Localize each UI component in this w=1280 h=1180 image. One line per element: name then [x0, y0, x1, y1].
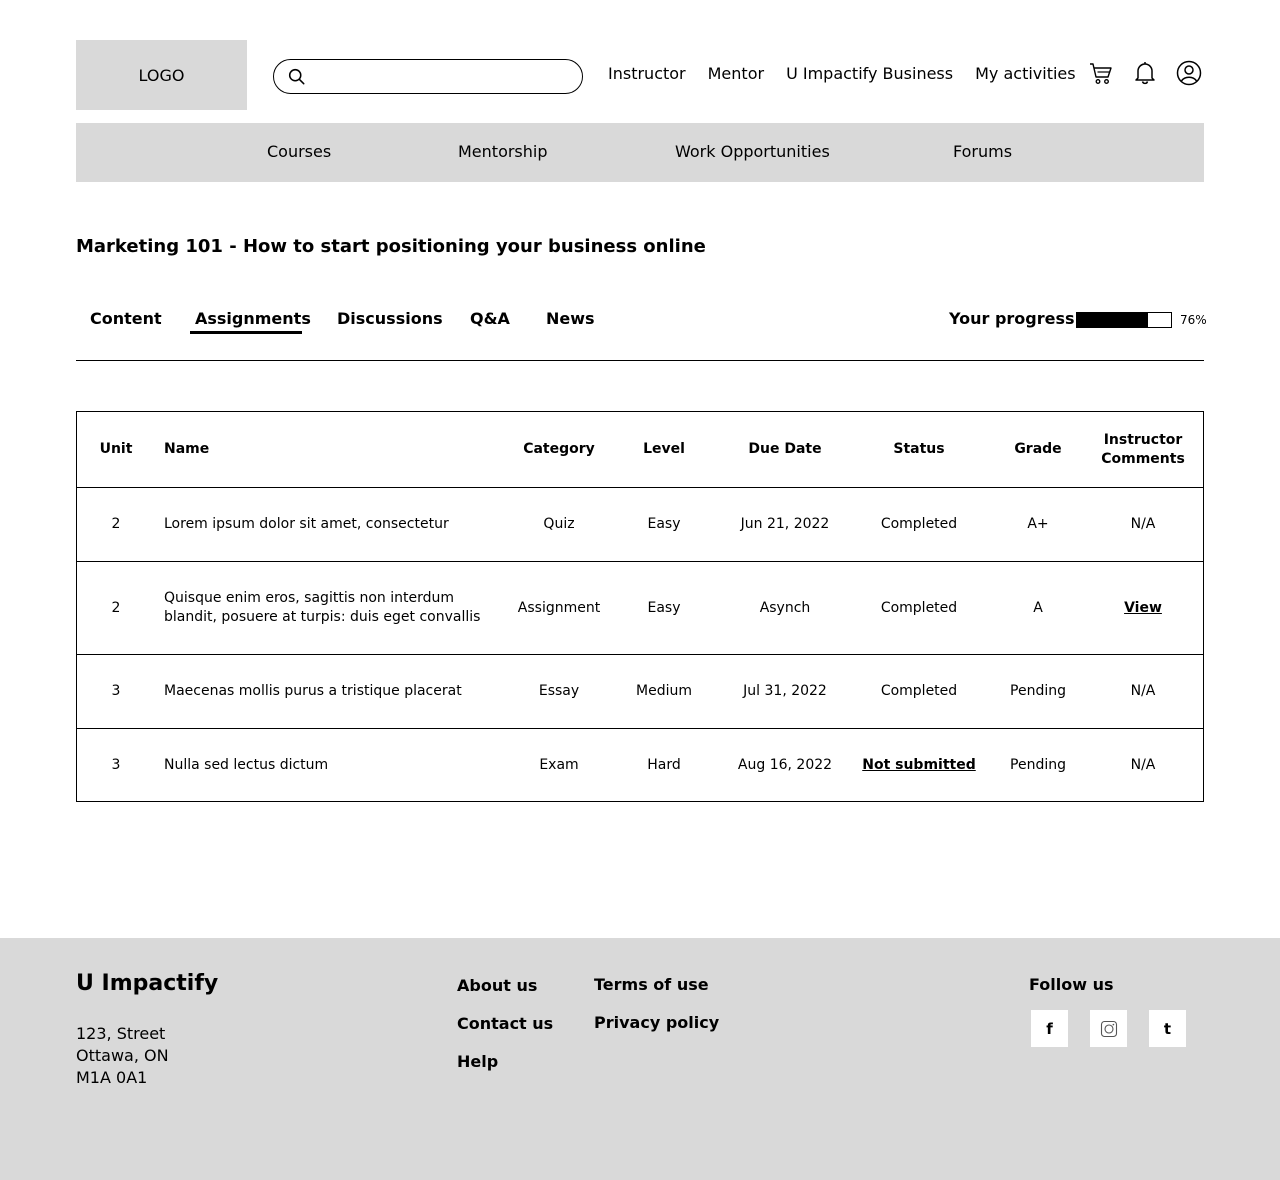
footer: [0, 938, 1280, 1180]
link-mentor[interactable]: Mentor: [707, 64, 765, 83]
twitter-glyph: t: [1163, 1019, 1172, 1038]
progress-bar: [1076, 312, 1172, 328]
active-tab-indicator: [190, 331, 302, 334]
main-nav: [76, 123, 1204, 182]
search-input[interactable]: [313, 69, 573, 85]
cell-grade: A+: [1027, 516, 1049, 532]
tab-discussions[interactable]: Discussions: [337, 309, 443, 328]
logo[interactable]: [76, 40, 247, 110]
cell-status: Completed: [880, 599, 958, 616]
cart-icon[interactable]: [1087, 59, 1115, 87]
top-links: [608, 64, 1076, 83]
link-instructor[interactable]: Instructor: [608, 64, 686, 83]
cell-level: Easy: [647, 599, 681, 616]
header-level: Level: [643, 441, 685, 457]
cell-due-date: Asynch: [759, 599, 811, 616]
page-title: Marketing 101 - How to start positioning your business online: [76, 236, 706, 257]
progress-fill: [1077, 313, 1148, 327]
facebook-glyph: f: [1046, 1019, 1053, 1038]
tab-assignments[interactable]: Assignments: [195, 309, 311, 328]
cell-unit: 2: [111, 516, 121, 532]
cell-unit: 3: [111, 683, 121, 699]
cell-comments: N/A: [1130, 683, 1156, 699]
facebook-icon[interactable]: [1031, 1010, 1068, 1047]
logo-text: LOGO: [138, 65, 185, 85]
cell-status: Completed: [880, 683, 958, 699]
cell-comments: N/A: [1130, 516, 1156, 532]
cell-grade: Pending: [1010, 756, 1066, 773]
cell-due-date: Jul 31, 2022: [743, 683, 827, 699]
footer-link-privacy[interactable]: Privacy policy: [594, 1013, 720, 1032]
cell-category: Essay: [538, 683, 580, 699]
cell-level: Easy: [647, 516, 681, 532]
header-status: Status: [893, 441, 945, 457]
progress-percentage: 76%: [1180, 313, 1207, 327]
follow-us-label: Follow us: [1029, 975, 1114, 994]
address-line: M1A 0A1: [76, 1068, 148, 1087]
cell-category: Quiz: [543, 516, 575, 532]
footer-link-terms[interactable]: Terms of use: [594, 975, 709, 994]
cell-unit: 3: [111, 756, 121, 773]
cell-comments: [1090, 562, 1196, 654]
address-line: Ottawa, ON: [76, 1046, 169, 1065]
table-row: [77, 487, 1203, 561]
search-bar[interactable]: [273, 59, 583, 94]
cell-comments: N/A: [1130, 756, 1156, 773]
cell-category: Assignment: [517, 599, 601, 616]
header-icons: [1087, 59, 1203, 87]
header-category: Category: [523, 441, 595, 457]
header-due-date: Due Date: [748, 441, 822, 457]
table-row: [77, 728, 1203, 801]
bell-icon[interactable]: [1131, 59, 1159, 87]
footer-brand: U Impactify: [76, 971, 219, 996]
footer-address: [76, 1023, 169, 1089]
tab-news[interactable]: News: [546, 309, 595, 328]
cell-level: Medium: [636, 683, 692, 699]
tab-qa[interactable]: Q&A: [470, 309, 510, 328]
tab-content[interactable]: Content: [90, 309, 162, 328]
header-name: Name: [164, 441, 210, 457]
link-business[interactable]: U Impactify Business: [786, 64, 954, 83]
not-submitted-link[interactable]: Not submitted: [862, 756, 976, 773]
view-comments-link[interactable]: View: [1124, 599, 1162, 616]
header-unit: Unit: [99, 441, 133, 457]
cell-status: [859, 729, 979, 801]
twitter-icon[interactable]: [1149, 1010, 1186, 1047]
nav-mentorship[interactable]: Mentorship: [458, 142, 548, 161]
table-header-row: [77, 412, 1203, 487]
assignments-table: [76, 411, 1204, 802]
cell-level: Hard: [647, 756, 681, 773]
cell-unit: 2: [111, 599, 121, 616]
cell-name[interactable]: Maecenas mollis purus a tristique placerat: [164, 683, 462, 699]
cell-due-date: Aug 16, 2022: [737, 756, 833, 773]
cell-name[interactable]: Quisque enim eros, sagittis non interdum blandit, posuere at turpis: duis eget convallis: [164, 590, 481, 625]
user-avatar-icon[interactable]: [1175, 59, 1203, 87]
cell-due-date: Jun 21, 2022: [740, 516, 830, 532]
progress-label: Your progress: [949, 309, 1075, 328]
table-row: [77, 654, 1203, 728]
nav-forums[interactable]: Forums: [953, 142, 1013, 161]
header-grade: Grade: [1014, 441, 1062, 457]
instagram-icon[interactable]: [1090, 1010, 1127, 1047]
cell-name[interactable]: Nulla sed lectus dictum: [164, 756, 329, 773]
footer-link-about[interactable]: About us: [457, 976, 538, 995]
nav-work-opportunities[interactable]: Work Opportunities: [675, 142, 830, 161]
cell-grade: A: [1033, 599, 1043, 616]
footer-link-contact[interactable]: Contact us: [457, 1014, 554, 1033]
footer-link-help[interactable]: Help: [457, 1052, 499, 1071]
tabs-divider: [76, 360, 1204, 361]
nav-courses[interactable]: Courses: [267, 142, 332, 161]
cell-status: Completed: [880, 516, 958, 532]
link-my-activities[interactable]: My activities: [975, 64, 1076, 83]
cell-grade: Pending: [1010, 683, 1066, 699]
cell-name[interactable]: Lorem ipsum dolor sit amet, consectetur: [164, 516, 449, 532]
instagram-glyph: [1100, 1020, 1118, 1038]
search-icon: [288, 68, 305, 85]
cell-category: Exam: [539, 756, 579, 773]
table-row: [77, 561, 1203, 654]
address-line: 123, Street: [76, 1024, 166, 1043]
header-instructor-comments: Instructor Comments: [1101, 431, 1185, 467]
